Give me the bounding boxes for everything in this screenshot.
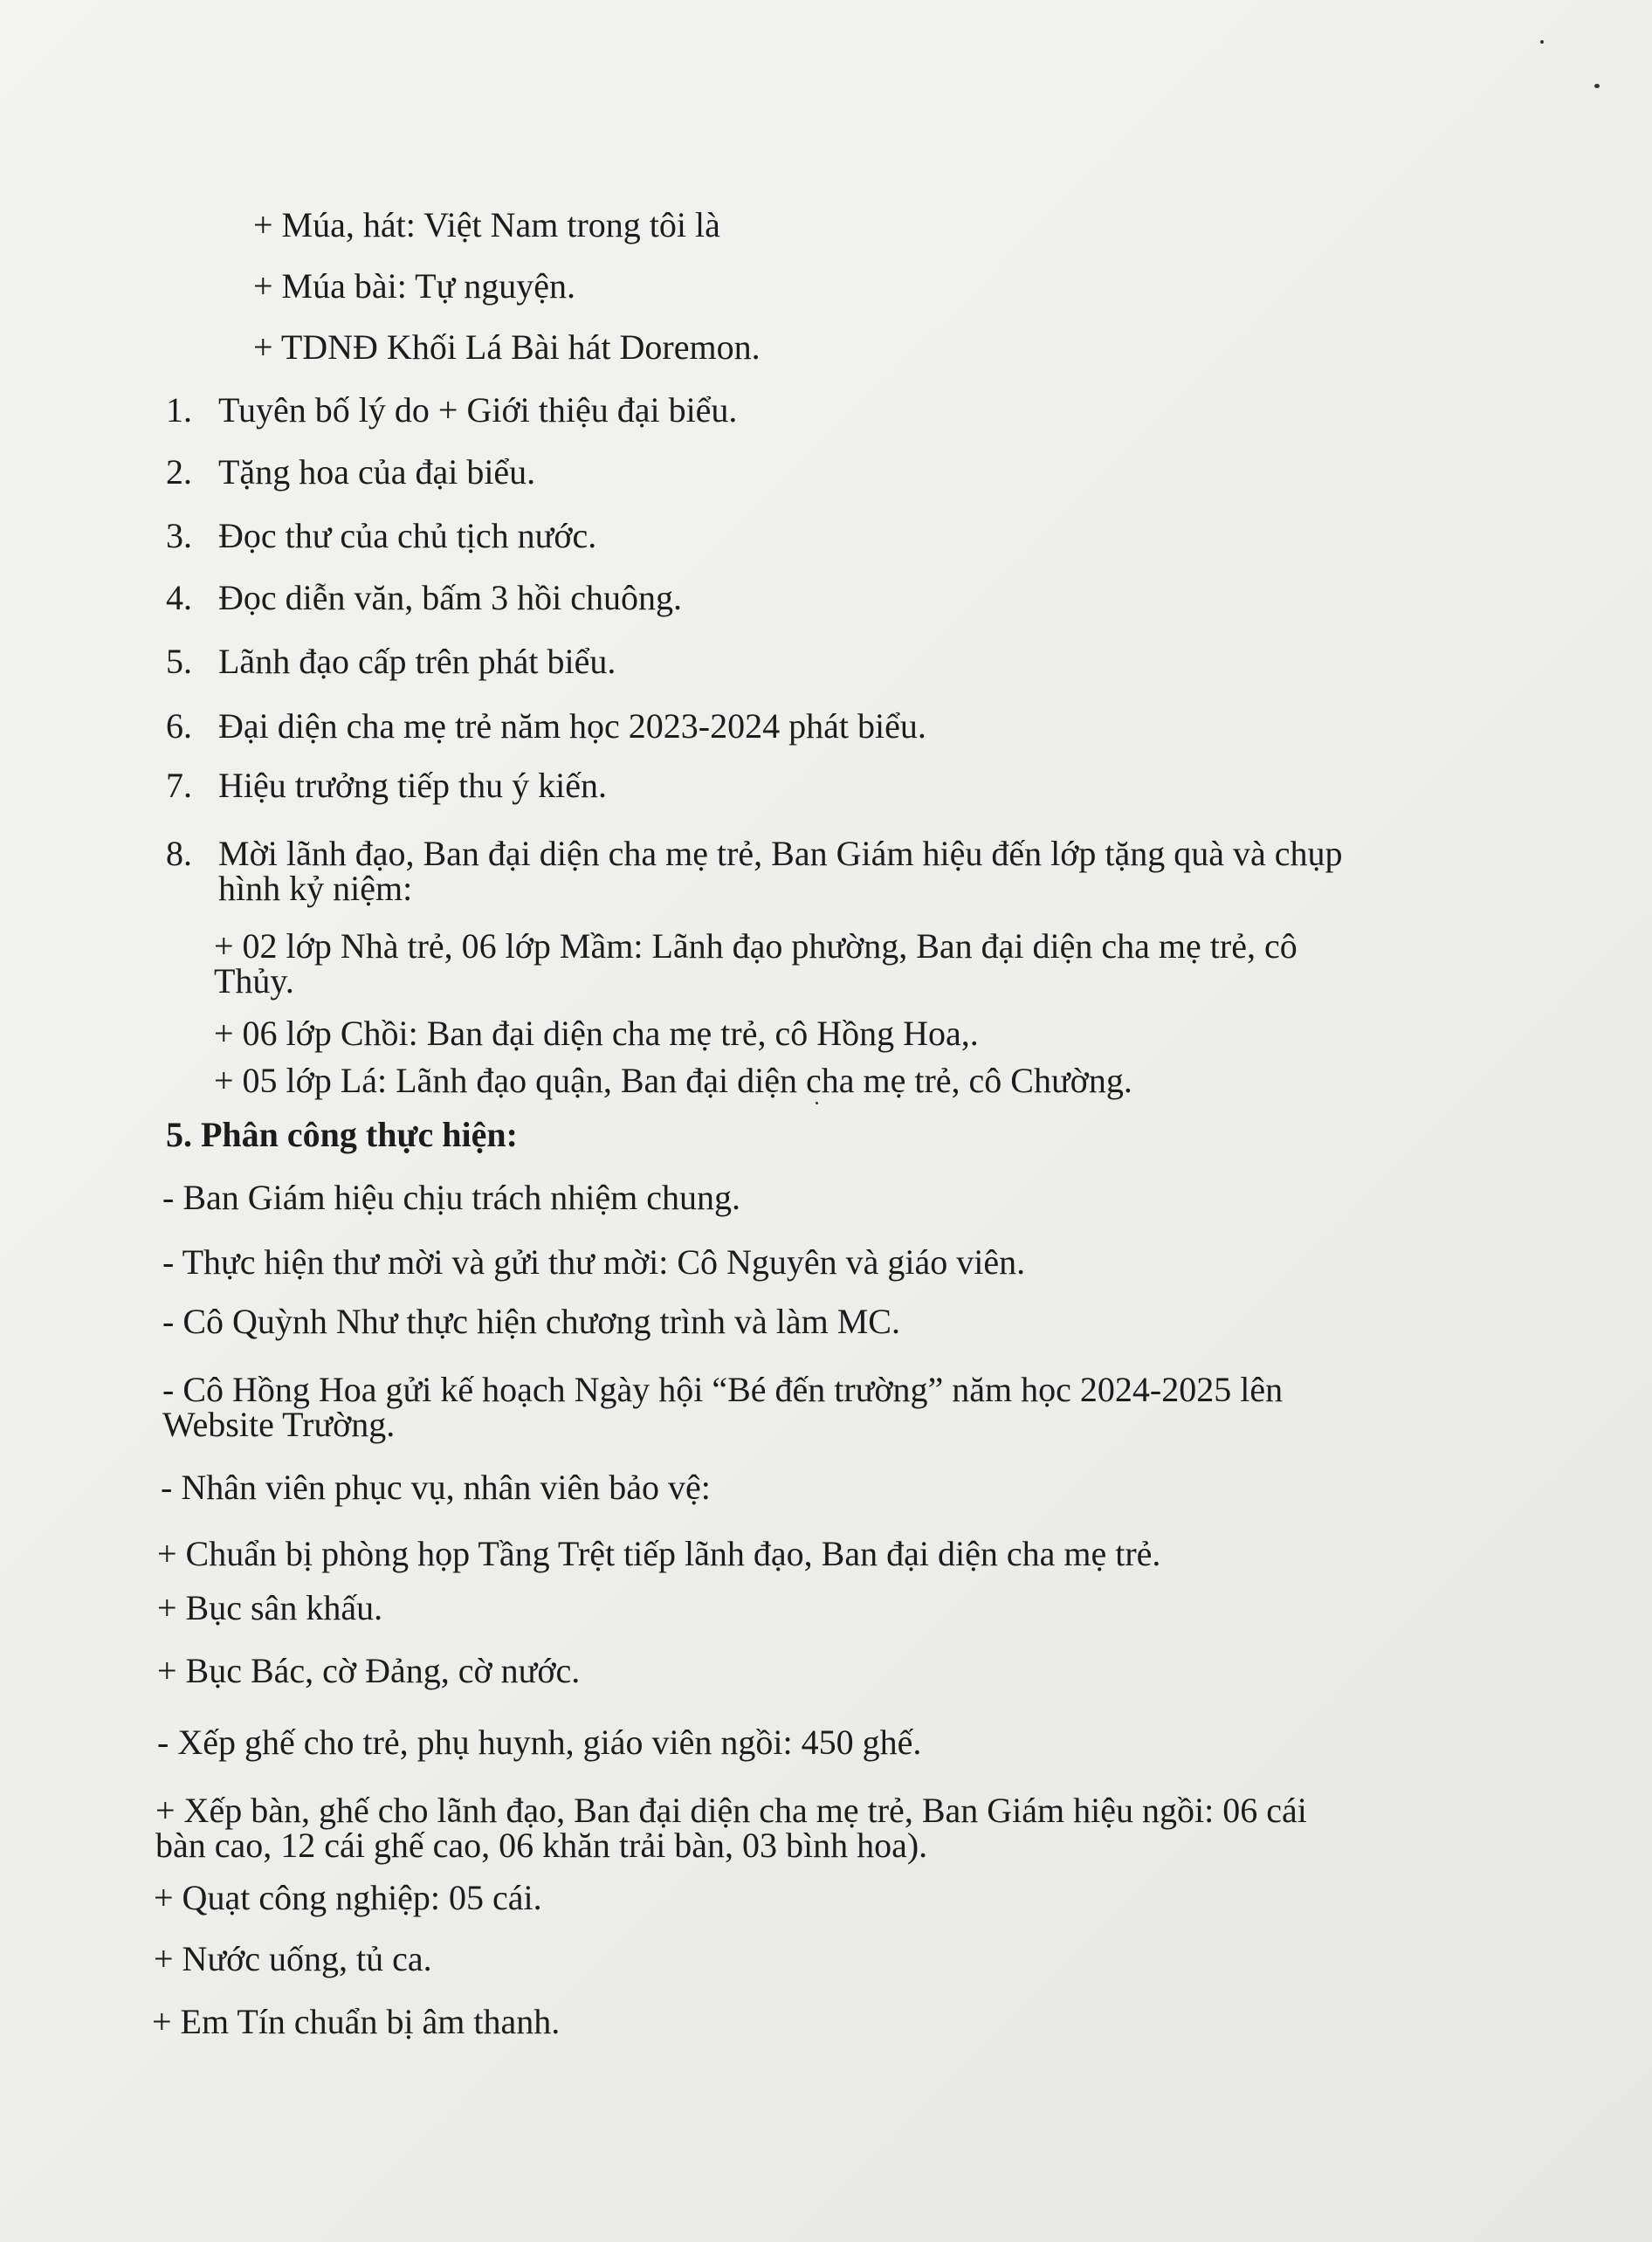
program-song-line: + TDNĐ Khối Lá Bài hát Doremon.	[253, 327, 761, 367]
assignment-line: + Bục Bác, cờ Đảng, cờ nước.	[157, 1651, 581, 1690]
assignment-line: - Ban Giám hiệu chịu trách nhiệm chung.	[162, 1178, 741, 1217]
assignment-line: - Nhân viên phục vụ, nhân viên bảo vệ:	[161, 1468, 711, 1507]
section-heading: 5. Phân công thực hiện:	[166, 1115, 518, 1154]
item-number: 3.	[166, 516, 192, 555]
item-continuation-line: Thủy.	[214, 961, 294, 1001]
assignment-line: + Bục sân khấu.	[157, 1588, 383, 1627]
item-text: Mời lãnh đạo, Ban đại diện cha mẹ trẻ, Ban Giám hiệu đến lớp tặng quà và chụp	[218, 834, 1343, 873]
item-text: Lãnh đạo cấp trên phát biểu.	[218, 642, 616, 681]
program-item	[166, 765, 607, 807]
program-item	[166, 451, 535, 493]
item-sub-line: + 02 lớp Nhà trẻ, 06 lớp Mầm: Lãnh đạo phường, Ban đại diện cha mẹ trẻ, cô	[214, 926, 1298, 966]
item-number: 4.	[166, 578, 192, 617]
item-number: 1.	[166, 390, 192, 430]
program-item	[166, 705, 926, 747]
assignment-line: + Chuẩn bị phòng họp Tầng Trệt tiếp lãnh đạo, Ban đại diện cha mẹ trẻ.	[157, 1534, 1161, 1573]
assignment-line: - Cô Quỳnh Như thực hiện chương trình và làm MC.	[162, 1302, 900, 1341]
program-item	[166, 515, 596, 557]
assignment-line: + Quạt công nghiệp: 05 cái.	[154, 1878, 542, 1917]
paper-speck	[1540, 40, 1544, 44]
assignment-line: - Cô Hồng Hoa gửi kế hoạch Ngày hội “Bé đến trường” năm học 2024-2025 lên	[162, 1370, 1284, 1409]
item-number: 5.	[166, 642, 192, 681]
program-item	[166, 577, 682, 619]
item-text: Đọc diễn văn, bấm 3 hồi chuông.	[218, 578, 682, 617]
item-sub-line: + 05 lớp Lá: Lãnh đạo quận, Ban đại diện cha mẹ trẻ, cô Chường.	[214, 1061, 1132, 1100]
item-text: Tặng hoa của đại biểu.	[218, 452, 536, 492]
item-continuation-line: hình kỷ niệm:	[218, 869, 413, 908]
item-text: Đọc thư của chủ tịch nước.	[218, 516, 597, 555]
paper-speck	[816, 1102, 818, 1104]
assignment-continuation-line: bàn cao, 12 cái ghế cao, 06 khăn trải bàn, 03 bình hoa).	[155, 1826, 928, 1865]
item-number: 8.	[166, 834, 192, 873]
item-number: 7.	[166, 766, 192, 805]
paper-speck	[1594, 84, 1600, 88]
item-text: Đại diện cha mẹ trẻ năm học 2023-2024 phát biểu.	[218, 706, 926, 746]
assignment-line: + Xếp bàn, ghế cho lãnh đạo, Ban đại diện cha mẹ trẻ, Ban Giám hiệu ngồi: 06 cái	[155, 1791, 1307, 1830]
assignment-line: + Nước uống, tủ ca.	[154, 1939, 432, 1978]
item-number: 6.	[166, 706, 192, 746]
item-text: Tuyên bố lý do + Giới thiệu đại biểu.	[218, 390, 738, 430]
item-sub-line: + 06 lớp Chồi: Ban đại diện cha mẹ trẻ, cô Hồng Hoa,.	[214, 1014, 979, 1053]
program-song-line: + Múa, hát: Việt Nam trong tôi là	[253, 205, 720, 244]
assignment-line: - Xếp ghế cho trẻ, phụ huynh, giáo viên ngồi: 450 ghế.	[157, 1723, 922, 1762]
item-number: 2.	[166, 452, 192, 492]
assignment-continuation-line: Website Trường.	[162, 1405, 396, 1444]
program-item	[166, 389, 737, 431]
item-text: Hiệu trưởng tiếp thu ý kiến.	[218, 766, 607, 805]
assignment-line: + Em Tín chuẩn bị âm thanh.	[152, 2002, 561, 2041]
assignment-line: - Thực hiện thư mời và gửi thư mời: Cô Nguyên và giáo viên.	[162, 1242, 1026, 1282]
program-song-line: + Múa bài: Tự nguyện.	[253, 266, 576, 306]
program-item	[166, 641, 616, 683]
